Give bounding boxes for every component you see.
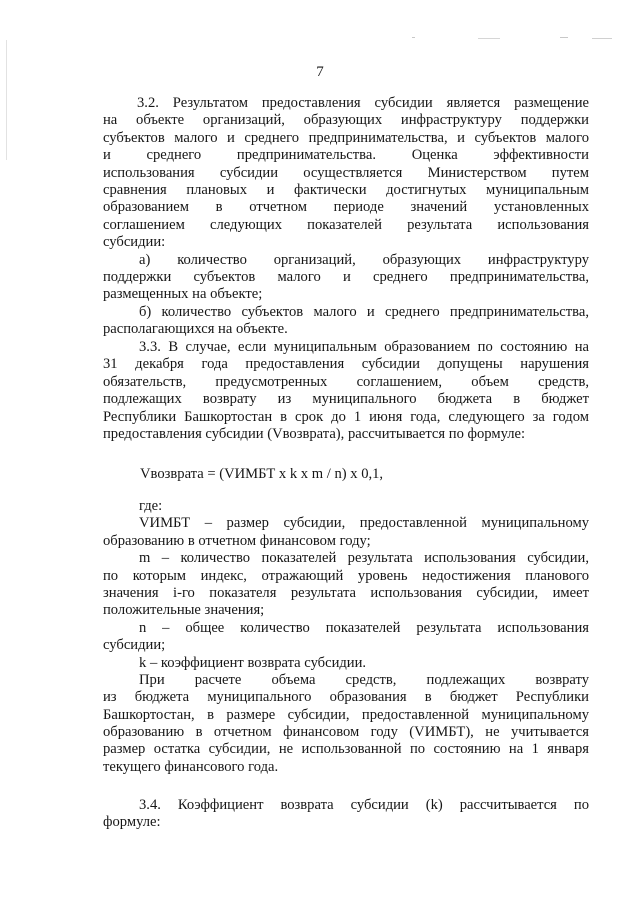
scan-artifact-top-1 — [412, 37, 415, 38]
paragraph-line: n – общее количество показателей результата использования — [139, 619, 589, 636]
formula-v-vozvrata: Vвозврата = (VИМБТ х k х m / n) х 0,1, — [140, 466, 384, 482]
paragraph-line: и среднего предпринимательства. Оценка эффективности — [103, 147, 589, 164]
paragraph-line: 3.4. Коэффициент возврата субсидии (k) рассчитывается по — [139, 797, 589, 813]
paragraph-line: 3.3. В случае, если муниципальным образованием по состоянию на — [139, 339, 589, 355]
paragraph-line: При расчете объема средств, подлежащих возврату — [139, 671, 589, 688]
paragraph-line: положительные значения; — [103, 602, 265, 619]
paragraph-line: образованием в отчетном периоде значений установленных — [103, 199, 589, 216]
paragraph-line: 31 декабря года предоставления субсидии допущены нарушения — [103, 356, 589, 373]
paragraph-line: подлежащих возврату из муниципального бюджета в бюджет — [103, 391, 589, 408]
scan-artifact-top-2 — [478, 38, 500, 39]
paragraph-line: m – количество показателей результата использования субсидии, — [139, 550, 589, 567]
paragraph-line: субсидии; — [103, 637, 166, 654]
section-3-4 — [103, 797, 589, 832]
paragraph-line: сравнения плановых и фактически достигнутых муниципальным — [103, 181, 589, 198]
paragraph-line: текущего финансового года. — [103, 758, 279, 775]
page-number: 7 — [316, 64, 324, 80]
paragraph-line: субъектов малого и среднего предпринимательства, и субъектов малого — [103, 129, 589, 146]
list-item-a: а) количество организаций, образующих инфраструктуру — [139, 251, 589, 268]
paragraph-line: Республики Башкортостан в срок до 1 июня года, следующего за годом — [103, 408, 589, 425]
paragraph-line: VИМБТ – размер субсидии, предоставленной муниципальному — [139, 515, 589, 532]
paragraph-line: образованию в отчетном финансовом году; — [103, 532, 371, 549]
scan-artifact-left-edge — [6, 40, 7, 160]
paragraph-line: по которым индекс, отражающий уровень недостижения планового — [103, 567, 589, 584]
scan-artifact-top-4 — [592, 38, 612, 39]
paragraph-line: использования субсидии осуществляется Министерством путем — [103, 164, 589, 181]
list-item-b: б) количество субъектов малого и среднего предпринимательства, — [139, 303, 589, 320]
paragraph-line: поддержки субъектов малого и среднего предпринимательства, — [103, 268, 589, 285]
paragraph-line: соглашением следующих показателей результата использования — [103, 216, 589, 233]
paragraph-line: предоставления субсидии (Vвозврата), рассчитывается по формуле: — [103, 425, 526, 442]
section-3-2 — [103, 95, 589, 338]
paragraph-line: располагающихся на объекте. — [103, 321, 288, 338]
paragraph-line: образованию в отчетном финансовом году (VИМБТ), не учитывается — [103, 724, 589, 741]
paragraph-line: Башкортостан, в размере субсидии, предоставленной муниципальному — [103, 706, 589, 723]
section-3-3 — [103, 339, 589, 443]
paragraph-line: где: — [139, 498, 163, 514]
paragraph-line: 3.2. Результатом предоставления субсидии является размещение — [137, 95, 589, 111]
paragraph-line: k – коэффициент возврата субсидии. — [139, 654, 367, 671]
paragraph-line: формуле: — [103, 814, 161, 831]
formula-definitions — [103, 498, 589, 776]
scan-artifact-top-3 — [560, 37, 568, 38]
paragraph-line: размещенных на объекте; — [103, 286, 263, 303]
paragraph-line: значения i-го показателя результата использования субсидии, имеет — [103, 584, 589, 601]
paragraph-line: на объекте организаций, образующих инфраструктуру поддержки — [103, 112, 589, 129]
paragraph-line: размер остатка субсидии, не использованной по состоянию на 1 января — [103, 741, 589, 758]
paragraph-line: субсидии: — [103, 234, 166, 251]
paragraph-line: обязательств, предусмотренных соглашением, объем средств, — [103, 373, 589, 390]
paragraph-line: из бюджета муниципального образования в бюджет Республики — [103, 689, 589, 706]
